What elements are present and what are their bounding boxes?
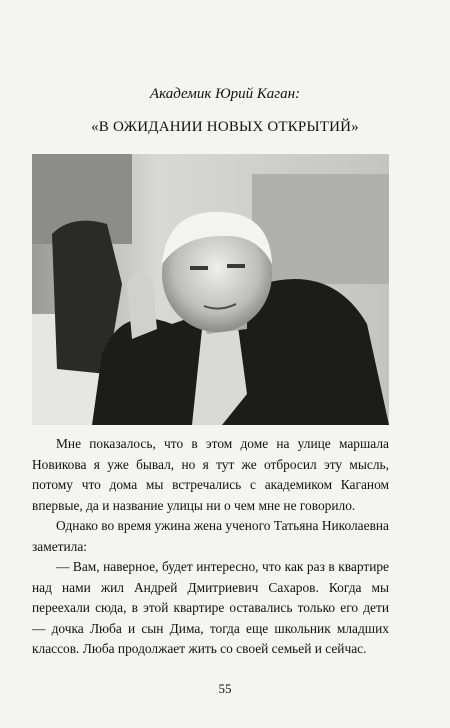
portrait-photo: [32, 154, 389, 425]
photo-image: [32, 154, 389, 425]
body-text: [32, 434, 389, 660]
paragraph-3: — Вам, наверное, будет интересно, что как раз в квартире над нами жил Андрей Дмитриевич Сахаров. Когда мы переехали сюда, в этой квартире оставались только его дети — дочка Люба и сын Дима, тогда еще школьник младших классов. Люба продолжает жить со своей семьей и сейчас.: [32, 559, 389, 656]
chapter-subtitle: Академик Юрий Каган:: [149, 86, 301, 102]
page-number: 55: [218, 681, 232, 696]
chapter-title: «В ОЖИДАНИИ НОВЫХ ОТКРЫТИЙ»: [91, 119, 359, 135]
paragraph-2: Однако во время ужина жена ученого Татьяна Николаевна заметила:: [32, 518, 390, 554]
paragraph-1: Мне показалось, что в этом доме на улице маршала Новикова я уже бывал, но я тут же отбросил эту мысль, потому что дома мы встречались с академиком Каганом впервые, да и название улицы ни о чем мне не говорило.: [32, 436, 389, 513]
